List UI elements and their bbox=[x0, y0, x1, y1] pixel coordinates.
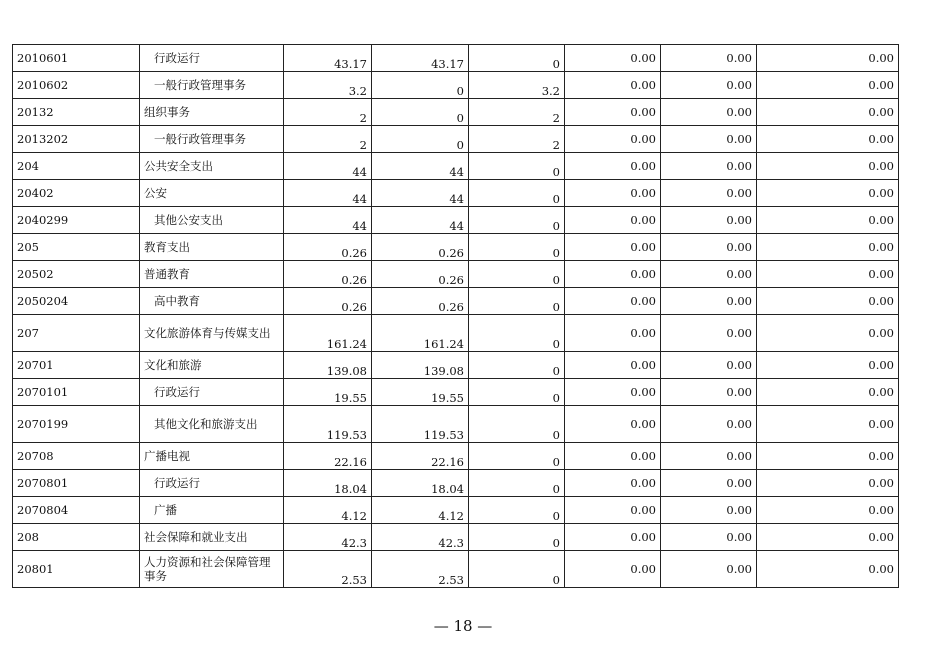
cell-amount-col6: 0.00 bbox=[757, 153, 899, 180]
table-row bbox=[13, 99, 899, 126]
cell-amount-col6: 0.00 bbox=[757, 45, 899, 72]
table-row bbox=[13, 72, 899, 99]
cell-item-name: 公共安全支出 bbox=[140, 153, 284, 180]
cell-amount-total: 44 bbox=[284, 180, 372, 207]
cell-amount-project: 0 bbox=[469, 180, 565, 207]
cell-amount-total: 161.24 bbox=[284, 315, 372, 352]
cell-code: 207 bbox=[13, 315, 140, 352]
cell-amount-basic: 0 bbox=[372, 126, 469, 153]
table-row bbox=[13, 153, 899, 180]
cell-amount-total: 3.2 bbox=[284, 72, 372, 99]
cell-amount-col4: 0.00 bbox=[565, 406, 661, 443]
cell-code: 208 bbox=[13, 524, 140, 551]
cell-amount-basic: 119.53 bbox=[372, 406, 469, 443]
cell-amount-col4: 0.00 bbox=[565, 315, 661, 352]
cell-amount-col5: 0.00 bbox=[661, 315, 757, 352]
cell-code: 2013202 bbox=[13, 126, 140, 153]
cell-amount-col5: 0.00 bbox=[661, 497, 757, 524]
cell-amount-project: 2 bbox=[469, 126, 565, 153]
cell-amount-total: 19.55 bbox=[284, 379, 372, 406]
cell-amount-project: 0 bbox=[469, 45, 565, 72]
cell-amount-project: 0 bbox=[469, 379, 565, 406]
cell-amount-col4: 0.00 bbox=[565, 261, 661, 288]
cell-amount-project: 0 bbox=[469, 261, 565, 288]
cell-code: 20701 bbox=[13, 352, 140, 379]
cell-code: 2040299 bbox=[13, 207, 140, 234]
cell-amount-total: 44 bbox=[284, 207, 372, 234]
cell-amount-col5: 0.00 bbox=[661, 406, 757, 443]
cell-amount-col4: 0.00 bbox=[565, 72, 661, 99]
cell-amount-col5: 0.00 bbox=[661, 207, 757, 234]
cell-amount-col6: 0.00 bbox=[757, 126, 899, 153]
cell-amount-col5: 0.00 bbox=[661, 126, 757, 153]
cell-item-name: 组织事务 bbox=[140, 99, 284, 126]
cell-code: 2010602 bbox=[13, 72, 140, 99]
cell-amount-col5: 0.00 bbox=[661, 379, 757, 406]
table-row bbox=[13, 379, 899, 406]
cell-code: 2070199 bbox=[13, 406, 140, 443]
cell-amount-col4: 0.00 bbox=[565, 443, 661, 470]
cell-item-name: 广播电视 bbox=[140, 443, 284, 470]
cell-amount-basic: 161.24 bbox=[372, 315, 469, 352]
cell-amount-basic: 44 bbox=[372, 153, 469, 180]
cell-amount-col5: 0.00 bbox=[661, 234, 757, 261]
cell-code: 2050204 bbox=[13, 288, 140, 315]
table-row bbox=[13, 45, 899, 72]
cell-amount-col6: 0.00 bbox=[757, 315, 899, 352]
cell-code: 205 bbox=[13, 234, 140, 261]
cell-amount-col6: 0.00 bbox=[757, 288, 899, 315]
table-row bbox=[13, 315, 899, 352]
cell-amount-basic: 22.16 bbox=[372, 443, 469, 470]
cell-amount-basic: 0 bbox=[372, 99, 469, 126]
cell-amount-project: 0 bbox=[469, 406, 565, 443]
table-row bbox=[13, 406, 899, 443]
cell-amount-col5: 0.00 bbox=[661, 551, 757, 588]
cell-amount-col5: 0.00 bbox=[661, 524, 757, 551]
cell-amount-basic: 44 bbox=[372, 180, 469, 207]
table-row bbox=[13, 551, 899, 588]
cell-item-name: 人力资源和社会保障管理事务 bbox=[140, 551, 284, 588]
cell-amount-col6: 0.00 bbox=[757, 406, 899, 443]
cell-amount-basic: 0 bbox=[372, 72, 469, 99]
table-row bbox=[13, 261, 899, 288]
cell-code: 2070101 bbox=[13, 379, 140, 406]
cell-item-name: 其他公安支出 bbox=[140, 207, 284, 234]
cell-amount-col5: 0.00 bbox=[661, 261, 757, 288]
cell-item-name: 一般行政管理事务 bbox=[140, 72, 284, 99]
cell-amount-basic: 0.26 bbox=[372, 234, 469, 261]
cell-amount-basic: 139.08 bbox=[372, 352, 469, 379]
table-row bbox=[13, 497, 899, 524]
cell-amount-project: 0 bbox=[469, 207, 565, 234]
cell-amount-basic: 4.12 bbox=[372, 497, 469, 524]
cell-amount-col6: 0.00 bbox=[757, 180, 899, 207]
cell-amount-col4: 0.00 bbox=[565, 352, 661, 379]
cell-code: 20402 bbox=[13, 180, 140, 207]
cell-amount-col5: 0.00 bbox=[661, 470, 757, 497]
cell-amount-basic: 0.26 bbox=[372, 261, 469, 288]
table-row bbox=[13, 180, 899, 207]
cell-amount-basic: 43.17 bbox=[372, 45, 469, 72]
cell-amount-total: 2 bbox=[284, 126, 372, 153]
cell-amount-col5: 0.00 bbox=[661, 99, 757, 126]
cell-amount-col4: 0.00 bbox=[565, 45, 661, 72]
cell-code: 2070804 bbox=[13, 497, 140, 524]
cell-amount-col6: 0.00 bbox=[757, 443, 899, 470]
cell-amount-total: 119.53 bbox=[284, 406, 372, 443]
cell-amount-col5: 0.00 bbox=[661, 153, 757, 180]
cell-amount-col6: 0.00 bbox=[757, 234, 899, 261]
cell-amount-col6: 0.00 bbox=[757, 470, 899, 497]
cell-code: 20801 bbox=[13, 551, 140, 588]
cell-amount-col4: 0.00 bbox=[565, 180, 661, 207]
cell-amount-col4: 0.00 bbox=[565, 234, 661, 261]
cell-amount-total: 43.17 bbox=[284, 45, 372, 72]
cell-amount-col5: 0.00 bbox=[661, 45, 757, 72]
page-number: — 18 — bbox=[433, 617, 493, 635]
cell-amount-project: 0 bbox=[469, 315, 565, 352]
cell-amount-basic: 0.26 bbox=[372, 288, 469, 315]
cell-item-name: 普通教育 bbox=[140, 261, 284, 288]
cell-amount-project: 0 bbox=[469, 551, 565, 588]
cell-amount-basic: 18.04 bbox=[372, 470, 469, 497]
cell-amount-project: 0 bbox=[469, 443, 565, 470]
cell-item-name: 文化和旅游 bbox=[140, 352, 284, 379]
cell-code: 2070801 bbox=[13, 470, 140, 497]
cell-amount-col6: 0.00 bbox=[757, 99, 899, 126]
cell-item-name: 高中教育 bbox=[140, 288, 284, 315]
cell-amount-col4: 0.00 bbox=[565, 497, 661, 524]
cell-amount-col5: 0.00 bbox=[661, 288, 757, 315]
cell-amount-basic: 2.53 bbox=[372, 551, 469, 588]
cell-amount-col4: 0.00 bbox=[565, 207, 661, 234]
table-row bbox=[13, 288, 899, 315]
cell-amount-col4: 0.00 bbox=[565, 288, 661, 315]
cell-amount-project: 0 bbox=[469, 470, 565, 497]
cell-code: 20708 bbox=[13, 443, 140, 470]
cell-amount-project: 0 bbox=[469, 234, 565, 261]
cell-amount-col6: 0.00 bbox=[757, 524, 899, 551]
cell-code: 20502 bbox=[13, 261, 140, 288]
cell-item-name: 一般行政管理事务 bbox=[140, 126, 284, 153]
cell-amount-project: 0 bbox=[469, 524, 565, 551]
table-row bbox=[13, 470, 899, 497]
cell-item-name: 公安 bbox=[140, 180, 284, 207]
cell-amount-col4: 0.00 bbox=[565, 524, 661, 551]
table-row bbox=[13, 207, 899, 234]
cell-amount-total: 22.16 bbox=[284, 443, 372, 470]
cell-amount-col4: 0.00 bbox=[565, 551, 661, 588]
cell-amount-total: 44 bbox=[284, 153, 372, 180]
cell-amount-basic: 42.3 bbox=[372, 524, 469, 551]
cell-item-name: 教育支出 bbox=[140, 234, 284, 261]
cell-amount-project: 2 bbox=[469, 99, 565, 126]
cell-amount-col4: 0.00 bbox=[565, 99, 661, 126]
cell-amount-col6: 0.00 bbox=[757, 352, 899, 379]
cell-amount-project: 0 bbox=[469, 497, 565, 524]
cell-amount-total: 18.04 bbox=[284, 470, 372, 497]
cell-item-name: 文化旅游体育与传媒支出 bbox=[140, 315, 284, 352]
cell-amount-project: 3.2 bbox=[469, 72, 565, 99]
cell-amount-project: 0 bbox=[469, 153, 565, 180]
cell-amount-project: 0 bbox=[469, 288, 565, 315]
cell-item-name: 行政运行 bbox=[140, 379, 284, 406]
table-row bbox=[13, 234, 899, 261]
cell-amount-col5: 0.00 bbox=[661, 180, 757, 207]
table-row bbox=[13, 352, 899, 379]
cell-amount-col5: 0.00 bbox=[661, 443, 757, 470]
cell-amount-col5: 0.00 bbox=[661, 352, 757, 379]
cell-amount-col6: 0.00 bbox=[757, 497, 899, 524]
cell-amount-col6: 0.00 bbox=[757, 72, 899, 99]
cell-amount-project: 0 bbox=[469, 352, 565, 379]
cell-amount-col4: 0.00 bbox=[565, 153, 661, 180]
cell-code: 20132 bbox=[13, 99, 140, 126]
table-row bbox=[13, 126, 899, 153]
cell-amount-basic: 44 bbox=[372, 207, 469, 234]
cell-amount-total: 42.3 bbox=[284, 524, 372, 551]
cell-amount-col6: 0.00 bbox=[757, 261, 899, 288]
cell-code: 204 bbox=[13, 153, 140, 180]
cell-item-name: 社会保障和就业支出 bbox=[140, 524, 284, 551]
cell-amount-total: 2 bbox=[284, 99, 372, 126]
table-body bbox=[13, 45, 899, 588]
budget-table bbox=[12, 44, 899, 588]
cell-amount-total: 4.12 bbox=[284, 497, 372, 524]
cell-amount-basic: 19.55 bbox=[372, 379, 469, 406]
cell-amount-col4: 0.00 bbox=[565, 470, 661, 497]
table-row bbox=[13, 524, 899, 551]
cell-amount-col4: 0.00 bbox=[565, 126, 661, 153]
cell-amount-total: 139.08 bbox=[284, 352, 372, 379]
cell-amount-col6: 0.00 bbox=[757, 207, 899, 234]
cell-item-name: 广播 bbox=[140, 497, 284, 524]
cell-code: 2010601 bbox=[13, 45, 140, 72]
cell-item-name: 其他文化和旅游支出 bbox=[140, 406, 284, 443]
cell-item-name: 行政运行 bbox=[140, 45, 284, 72]
cell-amount-col6: 0.00 bbox=[757, 551, 899, 588]
cell-amount-total: 0.26 bbox=[284, 261, 372, 288]
cell-amount-col5: 0.00 bbox=[661, 72, 757, 99]
cell-amount-col6: 0.00 bbox=[757, 379, 899, 406]
cell-amount-total: 0.26 bbox=[284, 234, 372, 261]
table-row bbox=[13, 443, 899, 470]
cell-amount-total: 0.26 bbox=[284, 288, 372, 315]
cell-amount-col4: 0.00 bbox=[565, 379, 661, 406]
cell-item-name: 行政运行 bbox=[140, 470, 284, 497]
cell-amount-total: 2.53 bbox=[284, 551, 372, 588]
